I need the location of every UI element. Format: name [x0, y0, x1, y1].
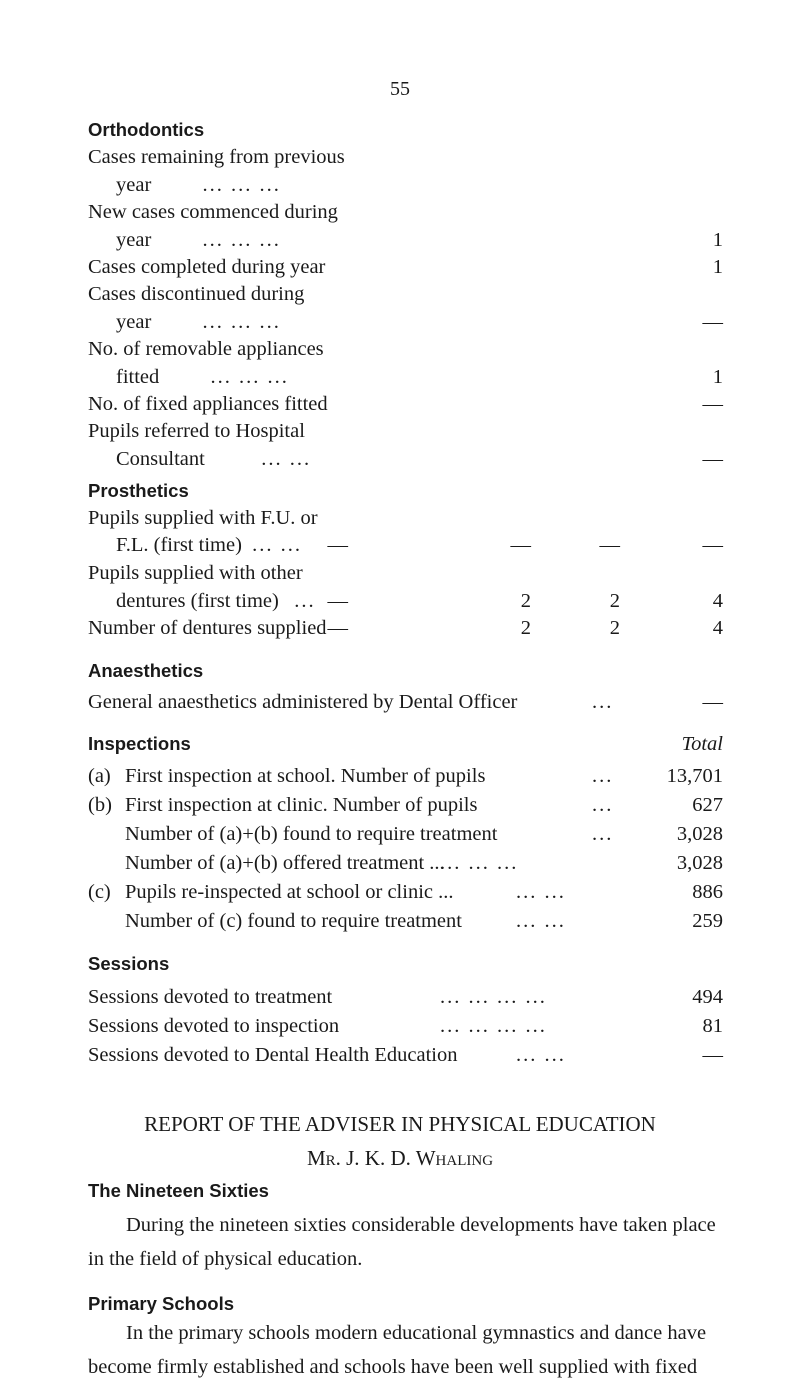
- page-number: 55: [390, 78, 410, 100]
- insp-row-4-label: Number of (a)+(b) offered treatment ...: [125, 852, 445, 874]
- insp-row-5-dots: ... ...: [516, 881, 566, 903]
- insp-row-2-label: First inspection at clinic. Number of pupils: [125, 794, 478, 816]
- inspections-total-label: Total: [681, 733, 723, 755]
- pros-row-1-line2: F.L. (first time) ... ...: [116, 534, 303, 556]
- pros-row-1-c4: —: [702, 534, 723, 556]
- insp-row-2-value: 627: [692, 794, 723, 816]
- ortho-row-5-value: 1: [712, 366, 723, 388]
- ortho-row-5-line1: No. of removable appliances: [88, 338, 324, 360]
- insp-row-5-label: Pupils re-inspected at school or clinic ...: [125, 881, 454, 903]
- ortho-row-6: No. of fixed appliances fitted: [88, 393, 328, 415]
- sess-row-3-dots: ... ...: [516, 1044, 566, 1066]
- orthodontics-heading: Orthodontics: [88, 119, 205, 140]
- insp-row-1-dots: ...: [592, 765, 614, 787]
- insp-row-3-label: Number of (a)+(b) found to require treatment: [125, 823, 498, 845]
- insp-row-2-prefix: (b): [88, 794, 112, 816]
- insp-row-6-dots: ... ...: [516, 910, 566, 932]
- insp-row-2-dots: ...: [592, 794, 614, 816]
- insp-row-1-label: First inspection at school. Number of pupils: [125, 765, 486, 787]
- ortho-row-5-line2: fitted ... ... ...: [116, 366, 289, 388]
- ortho-row-7-line2: Consultant ... ...: [116, 448, 312, 470]
- pros-row-3-c3: 2: [609, 617, 620, 639]
- insp-row-1-prefix: (a): [88, 765, 111, 787]
- sess-row-1-label: Sessions devoted to treatment: [88, 986, 333, 1008]
- insp-row-4-dots: ... ... ...: [440, 852, 519, 874]
- insp-row-1-value: 13,701: [666, 765, 723, 787]
- report-title: REPORT OF THE ADVISER IN PHYSICAL EDUCATION: [144, 1112, 656, 1136]
- pros-row-2-c1: —: [327, 590, 348, 612]
- report-author: Mr. J. K. D. Whaling: [306, 1146, 494, 1170]
- ortho-row-3-value: 1: [712, 256, 723, 278]
- insp-row-5-value: 886: [692, 881, 723, 903]
- section-primary-schools-text: In the primary schools modern educational gymnastics and dance have become firmly established and schools have been well supplied with fixed: [88, 1322, 707, 1378]
- anaesthetics-label: General anaesthetics administered by Dental Officer: [88, 691, 518, 713]
- sess-row-1-dots: ... ... ... ...: [440, 986, 547, 1008]
- ortho-row-4-value: —: [702, 311, 723, 333]
- section-primary-schools-heading: Primary Schools: [88, 1293, 235, 1314]
- pros-row-3-c4: 4: [712, 617, 723, 639]
- anaesthetics-heading: Anaesthetics: [88, 660, 204, 681]
- pros-row-2-c3: 2: [609, 590, 620, 612]
- prosthetics-heading: Prosthetics: [88, 480, 189, 501]
- ortho-row-1-line1: Cases remaining from previous: [88, 146, 345, 168]
- pros-row-1-c1: —: [327, 534, 348, 556]
- insp-row-5-prefix: (c): [88, 881, 111, 903]
- anaesthetics-dots: ...: [592, 691, 614, 713]
- pros-row-3: Number of dentures supplied: [88, 617, 327, 639]
- insp-row-6-value: 259: [692, 910, 723, 932]
- sess-row-1-value: 494: [692, 986, 723, 1008]
- ortho-row-2-line1: New cases commenced during: [88, 201, 338, 223]
- ortho-row-4-line1: Cases discontinued during: [88, 283, 305, 305]
- insp-row-3-value: 3,028: [676, 823, 723, 845]
- ortho-row-4-line2: year ... ... ...: [116, 311, 281, 333]
- insp-row-6-label: Number of (c) found to require treatment: [125, 910, 462, 932]
- ortho-row-7-value: —: [702, 448, 723, 470]
- ortho-row-1-line2: year ... ... ...: [116, 174, 281, 196]
- section-nineteen-sixties-heading: The Nineteen Sixties: [88, 1180, 269, 1201]
- anaesthetics-value: —: [702, 691, 723, 713]
- ortho-row-6-value: —: [702, 393, 723, 415]
- sess-row-2-dots: ... ... ... ...: [440, 1015, 547, 1037]
- pros-row-2-c4: 4: [712, 590, 723, 612]
- inspections-heading: Inspections: [88, 733, 191, 754]
- sess-row-2-value: 81: [702, 1015, 723, 1037]
- ortho-row-2-value: 1: [712, 229, 723, 251]
- sess-row-3-value: —: [702, 1044, 723, 1066]
- insp-row-3-dots: ...: [592, 823, 614, 845]
- pros-row-1-line1: Pupils supplied with F.U. or: [88, 507, 318, 529]
- sess-row-3-label: Sessions devoted to Dental Health Education: [88, 1044, 458, 1066]
- pros-row-1-c3: —: [599, 534, 620, 556]
- pros-row-2-c2: 2: [520, 590, 531, 612]
- pros-row-3-c2: 2: [520, 617, 531, 639]
- ortho-row-2-line2: year ... ... ...: [116, 229, 281, 251]
- pros-row-2-line2: dentures (first time) ...: [116, 590, 316, 612]
- sessions-heading: Sessions: [88, 953, 170, 974]
- sess-row-2-label: Sessions devoted to inspection: [88, 1015, 340, 1037]
- pros-row-3-c1: —: [327, 617, 348, 639]
- pros-row-2-line1: Pupils supplied with other: [88, 562, 303, 584]
- pros-row-1-c2: —: [510, 534, 531, 556]
- ortho-row-7-line1: Pupils referred to Hospital: [88, 420, 305, 442]
- section-nineteen-sixties-text: During the nineteen sixties considerable developments have taken place in the field of physical education.: [88, 1214, 716, 1270]
- ortho-row-3: Cases completed during year: [88, 256, 326, 278]
- insp-row-4-value: 3,028: [676, 852, 723, 874]
